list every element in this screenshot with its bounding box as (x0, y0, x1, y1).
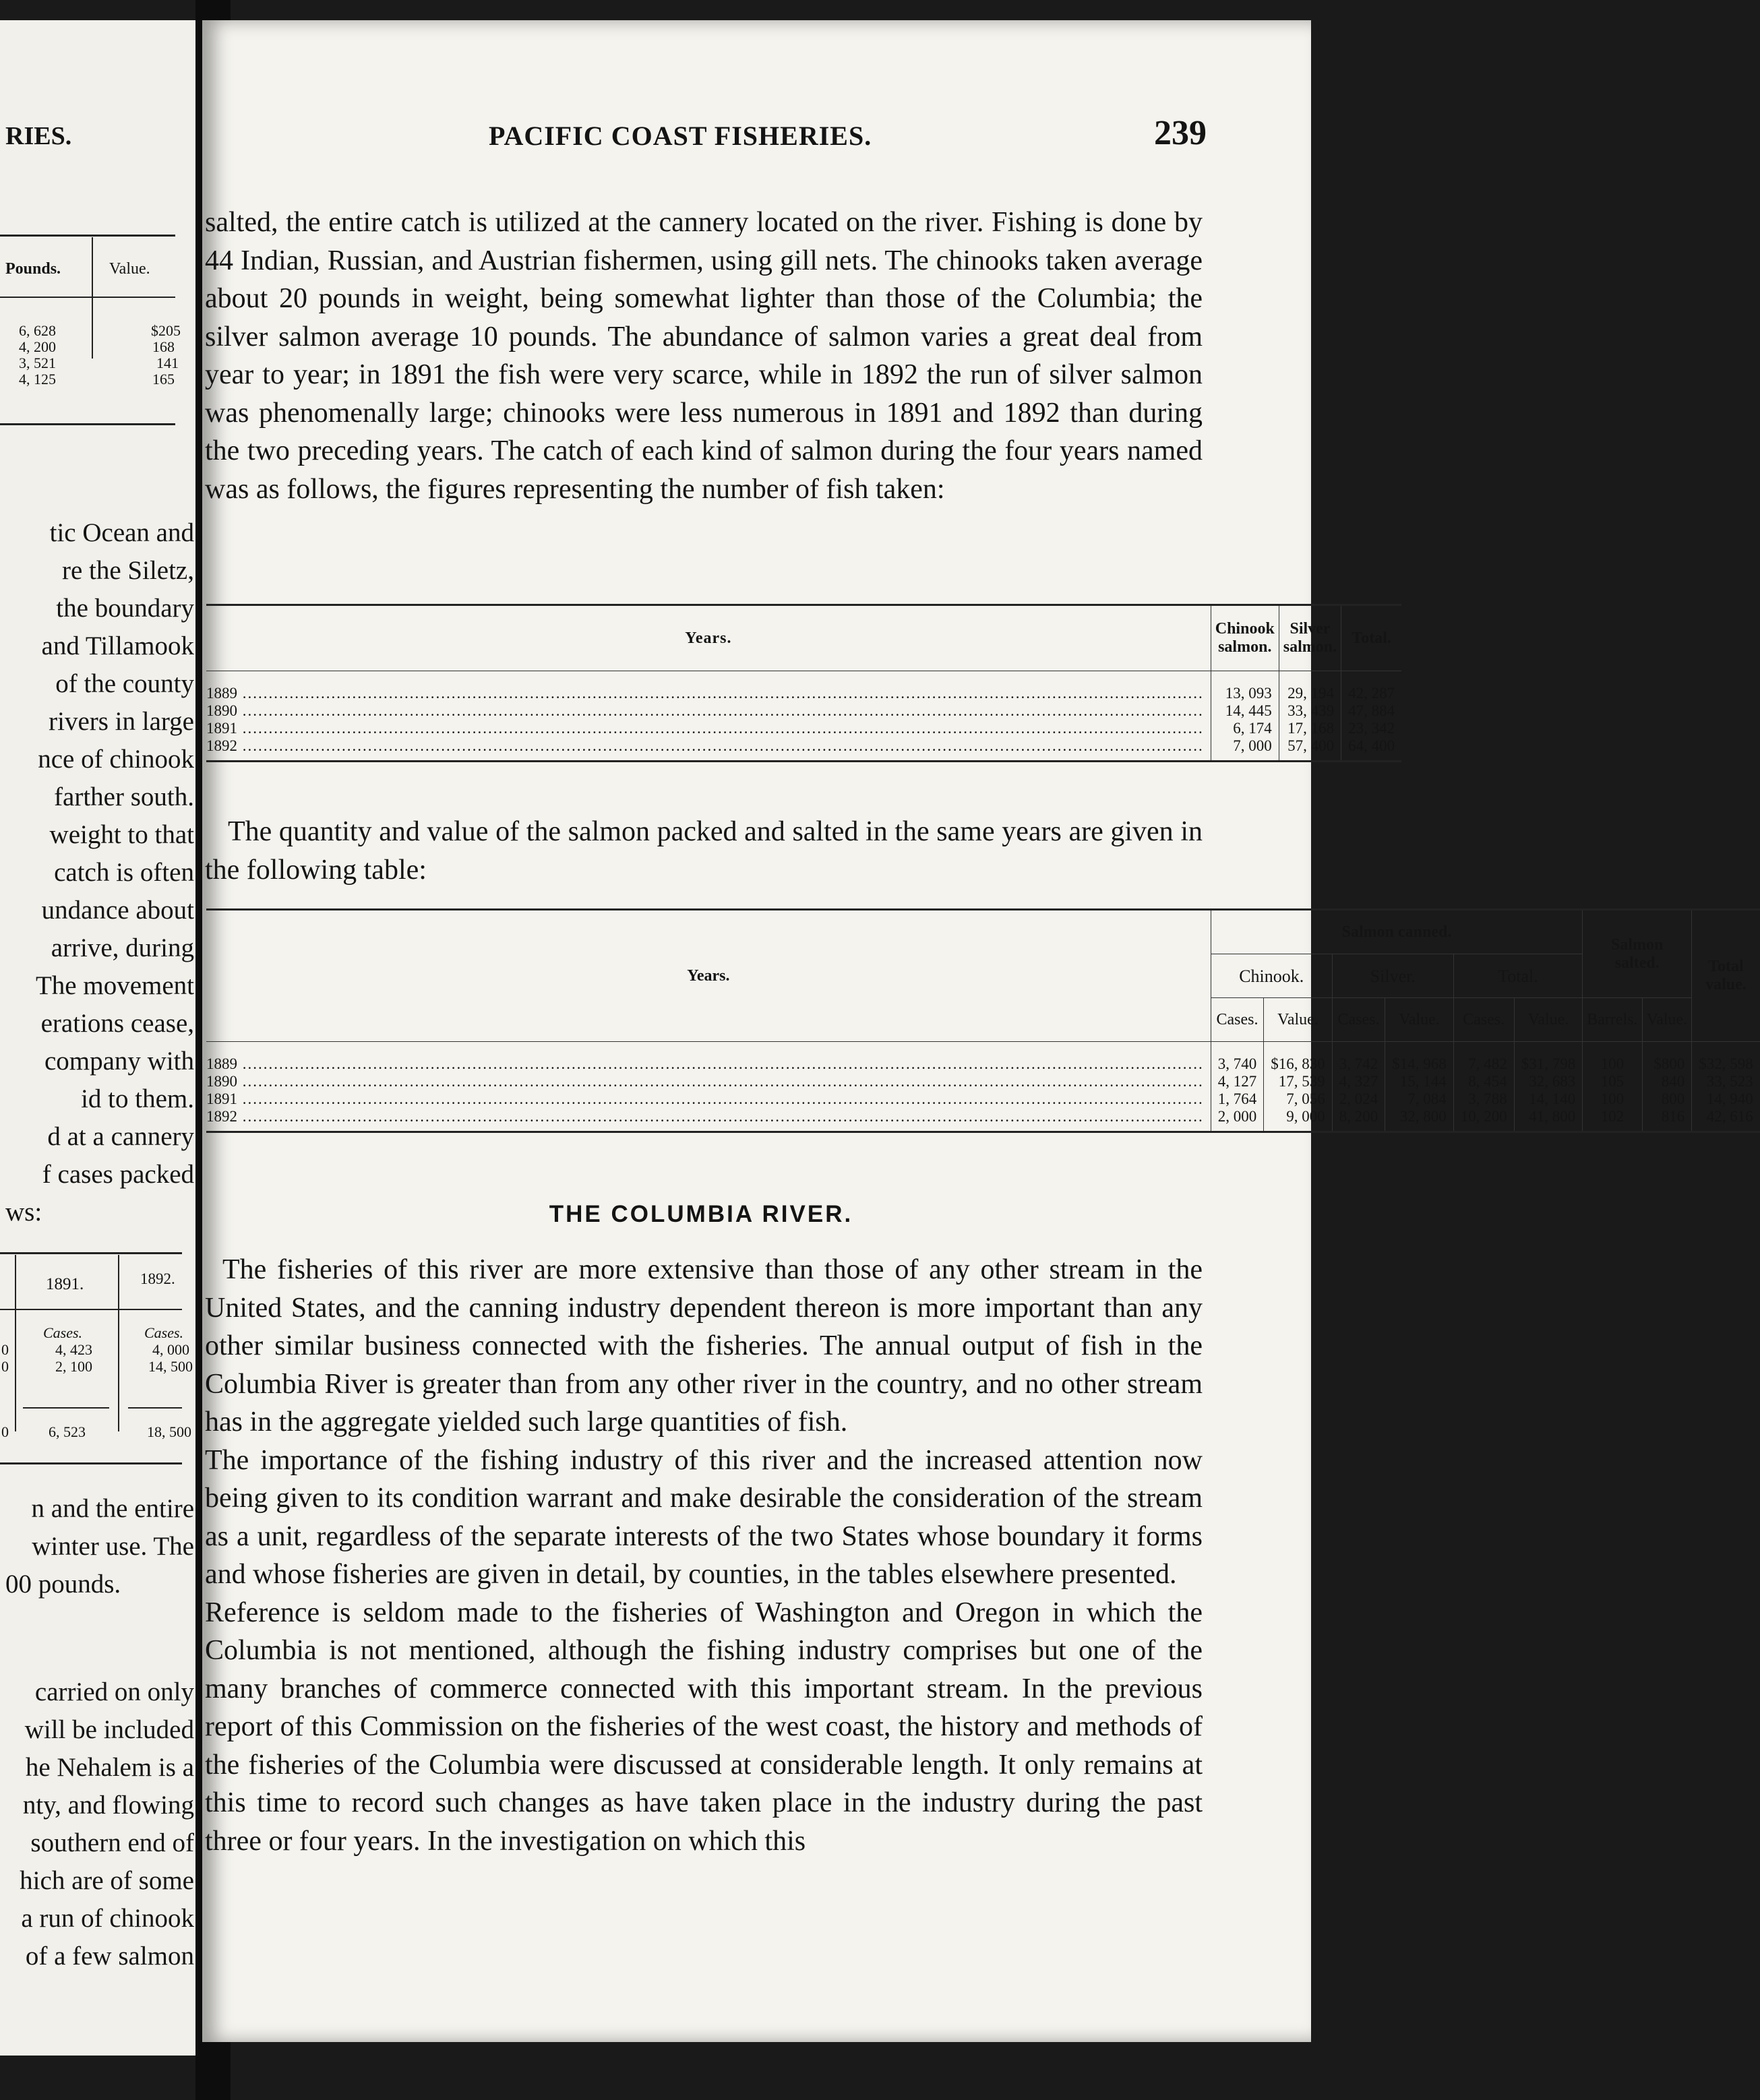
catch-header-silver: Silver salmon. (1279, 605, 1341, 671)
pack-header-total-value-canned: Value. (1514, 998, 1583, 1042)
table-row: 1890 ..... 14, 445 33, 439 47, 884 (206, 702, 1401, 720)
table-row: 1892 ..... 2, 000 9, 000 8, 200 32, 800 10, 200 41, 800 102 816 42, 616 (206, 1108, 1760, 1132)
section-heading: THE COLUMBIA RIVER. (549, 1201, 853, 1227)
pack-header-years: Years. (206, 910, 1211, 1042)
pack-header-silver-value: Value. (1385, 998, 1454, 1042)
pack-header-silver-cases: Cases. (1332, 998, 1385, 1042)
pack-header-chinook-cases: Cases. (1211, 998, 1264, 1042)
paragraph-4: The importance of the fishing industry of this river and the increased attention now being given to its condition warrant and make desirable the consideration of the stream as a unit, regardless of the separate interests of the two States whose boundary it forms and whose fisheries are given in detail, by counties, in the tables elsewhere presented. (205, 1444, 1203, 1590)
previous-table1-header-value: Value. (109, 260, 150, 278)
pack-header-chinook: Chinook. (1211, 954, 1332, 998)
table-row: 1889 ..... 3, 740 $16, 830 3, 742 $14, 968 7, 482 $31, 798 100 $800 $32, 598 (206, 1042, 1760, 1074)
columbia-text (204, 1251, 1203, 1860)
pack-header-total-value: Total value. (1692, 910, 1760, 1042)
paragraph-1: salted, the entire catch is utilized at the cannery located on the river. Fishing is done by 44 Indian, Russian, and Austrian fishermen, using gill nets. The chinooks taken average about 20 pounds in weight, being somewhat lighter than those of the Columbia; the silver salmon average 10 pounds. The abundance of salmon varies a great deal from year to year; in 1891 the fish were very scarce, while in 1892 the run of silver salmon was phenomenally large; chinooks were less numerous in 1891 and 1892 than during the two preceding years. The catch of each kind of salmon during the four years named was as follows, the figures representing the number of fish taken: (205, 207, 1203, 505)
previous-page-strip: RIES. Pounds. Value. 6, 628 $205 4, 200 168 3, 521 141 4, 125 165 tic Ocean and re the Siletz, the boundary and Tillamook of the county rivers in large nce of chinook farther south. weight to that catch is often undance about arrive, during The movement erations cease, company with id to them. d at a cannery f cases packed ws: 1891. 1892. 0 0 0 Cases. Cases. 4, 423 4, 000 2, 100 14, 500 6, 523 18, 500 n and the entire winter use. The 00 pounds. carried on only will be included he Nehalem is a nty, and flowing southern end of hich are of some a run of chinook of a few salmon (0, 20, 202, 2056)
catch-header-total: Total. (1341, 605, 1402, 671)
pack-table (206, 908, 1760, 1133)
page-239 (202, 20, 1753, 2042)
pack-header-total: Total. (1453, 954, 1583, 998)
table-row: 1889 ..... 13, 093 29, 194 42, 287 (206, 671, 1401, 703)
table-row: 1891 ..... 1, 764 7, 056 2, 024 7, 084 3, 788 14, 140 100 800 14, 940 (206, 1090, 1760, 1108)
pack-header-silver: Silver. (1332, 954, 1453, 998)
page-number: 239 (1154, 114, 1207, 152)
previous-table2-total-1891: 6, 523 (49, 1423, 86, 1440)
paragraph-5: Reference is seldom made to the fisheries of Washington and Oregon in which the Columbia is not mentioned, although the fishing industry comprises but one of the many branches of commerce connected with this important stream. In the previous report of this Commission on the fisheries of the west coast, the history and methods of the fisheries of the Columbia were discussed at considerable length. It only remains at this time to record such changes as have taken place in the industry during the past three or four years. In the investigation on which this (205, 1597, 1203, 1857)
previous-table2-header-1892: 1892. (140, 1270, 175, 1287)
pack-header-salted-value: Value. (1642, 998, 1692, 1042)
catch-header-chinook: Chinook salmon. (1211, 605, 1279, 671)
pack-header-barrels: Barrels. (1583, 998, 1642, 1042)
catch-header-years: Years. (206, 605, 1211, 671)
table-row: 1892 ..... 7, 000 57, 400 64, 400 (206, 737, 1401, 762)
paragraph-2: The quantity and value of the salmon packed and salted in the same years are given in the following table: (205, 816, 1203, 886)
table-row: 1890 ..... 4, 127 17, 539 4, 327 15, 144 8, 454 32, 683 105 840 33, 523 (206, 1073, 1760, 1090)
previous-table1-header-pounds: Pounds. (5, 260, 61, 278)
pack-header-chinook-value: Value. (1264, 998, 1333, 1042)
paragraph-3: The fisheries of this river are more extensive than those of any other stream in the United States, and the canning industry dependent thereon is more important than any other similar business connected with the fisheries. The annual output of fish in the Columbia River is greater than from any other river in the country, and no other stream has in the aggregate yielded such large quantities of fish. (205, 1254, 1203, 1438)
catch-table (206, 604, 1401, 762)
previous-table2-header-1891: 1891. (46, 1275, 84, 1293)
pack-header-salmon-salted: Salmon salted. (1583, 910, 1692, 998)
previous-page-running-head: RIES. (5, 122, 72, 150)
pack-header-salmon-canned: Salmon canned. (1211, 910, 1583, 954)
previous-table2-total-1892: 18, 500 (147, 1423, 191, 1440)
running-head: PACIFIC COAST FISHERIES. (489, 121, 872, 151)
pack-header-total-cases: Cases. (1453, 998, 1514, 1042)
table-row: 1891 ..... 6, 174 17, 168 23, 342 (206, 720, 1401, 737)
